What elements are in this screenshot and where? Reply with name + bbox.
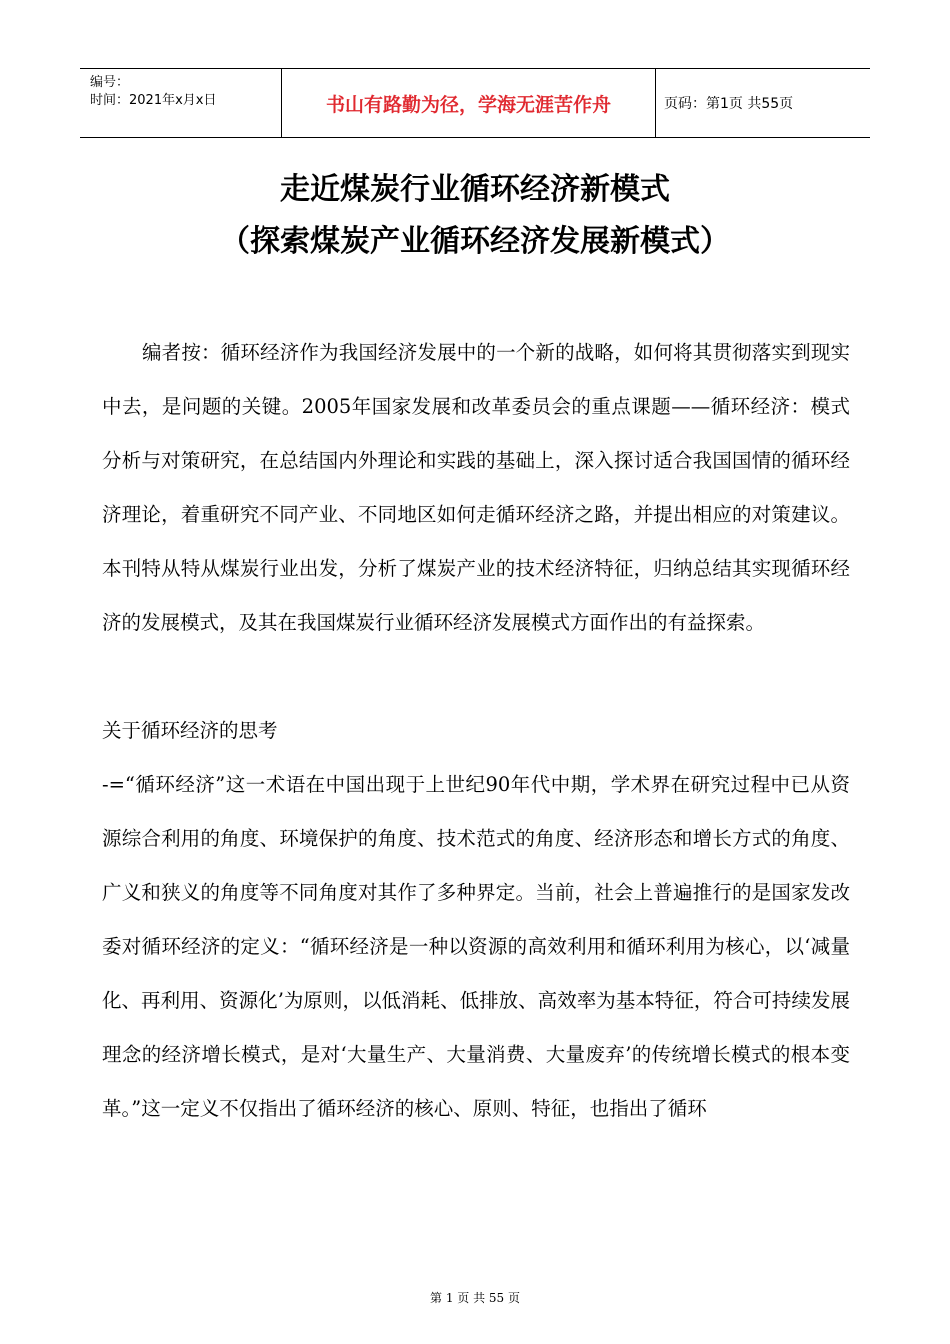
editor-note-paragraph: 编者按：循环经济作为我国经济发展中的一个新的战略，如何将其贯彻落实到现实中去，是问题的关键。2005年国家发展和改革委员会的重点课题——循环经济：模式分析与对策研究，在总结国内外理论和实践的基础上，深入探讨适合我国国情的循环经济理论，着重研究不同产业、不同地区如何走循环经济之路，并提出相应的对策建议。本刊特从特从煤炭行业出发，分析了煤炭产业的技术经济特征，归纳总结其实现循环经济的发展模式，及其在我国煤炭行业循环经济发展模式方面作出的有益探索。 (102, 341, 850, 634)
document-header (80, 68, 870, 138)
header-page-info: 页码：第1页 共55页 (664, 96, 794, 112)
header-motto: 书山有路勤为径，学海无涯苦作舟 (282, 69, 656, 137)
number-label: 编号： (90, 75, 130, 90)
document-title-line1: 走近煤炭行业循环经济新模式 (280, 172, 670, 207)
document-title-line2: （探索煤炭产业循环经济发展新模式） (220, 224, 730, 259)
body-paragraph: -=“循环经济”这一术语在中国出现于上世纪90年代中期，学术界在研究过程中已从资源综合利用的角度、环境保护的角度、技术范式的角度、经济形态和增长方式的角度、广义和狭义的角度等不同角度对其作了多种界定。当前，社会上普遍推行的是国家发改委对循环经济的定义：“循环经济是一种以资源的高效利用和循环利用为核心，以‘减量化、再利用、资源化’为原则，以低消耗、低排放、高效率为基本特征，符合可持续发展理念的经济增长模式，是对‘大量生产、大量消费、大量废弃’的传统增长模式的根本变革。”这一定义不仅指出了循环经济的核心、原则、特征，也指出了循环 (102, 773, 850, 1120)
header-meta (80, 69, 282, 137)
document-body (102, 326, 850, 1136)
section-heading: 关于循环经济的思考 (102, 719, 278, 742)
page-footer: 第 1 页 共 55 页 (430, 1291, 520, 1305)
time-label: 时间：2021年x月x日 (90, 93, 217, 108)
